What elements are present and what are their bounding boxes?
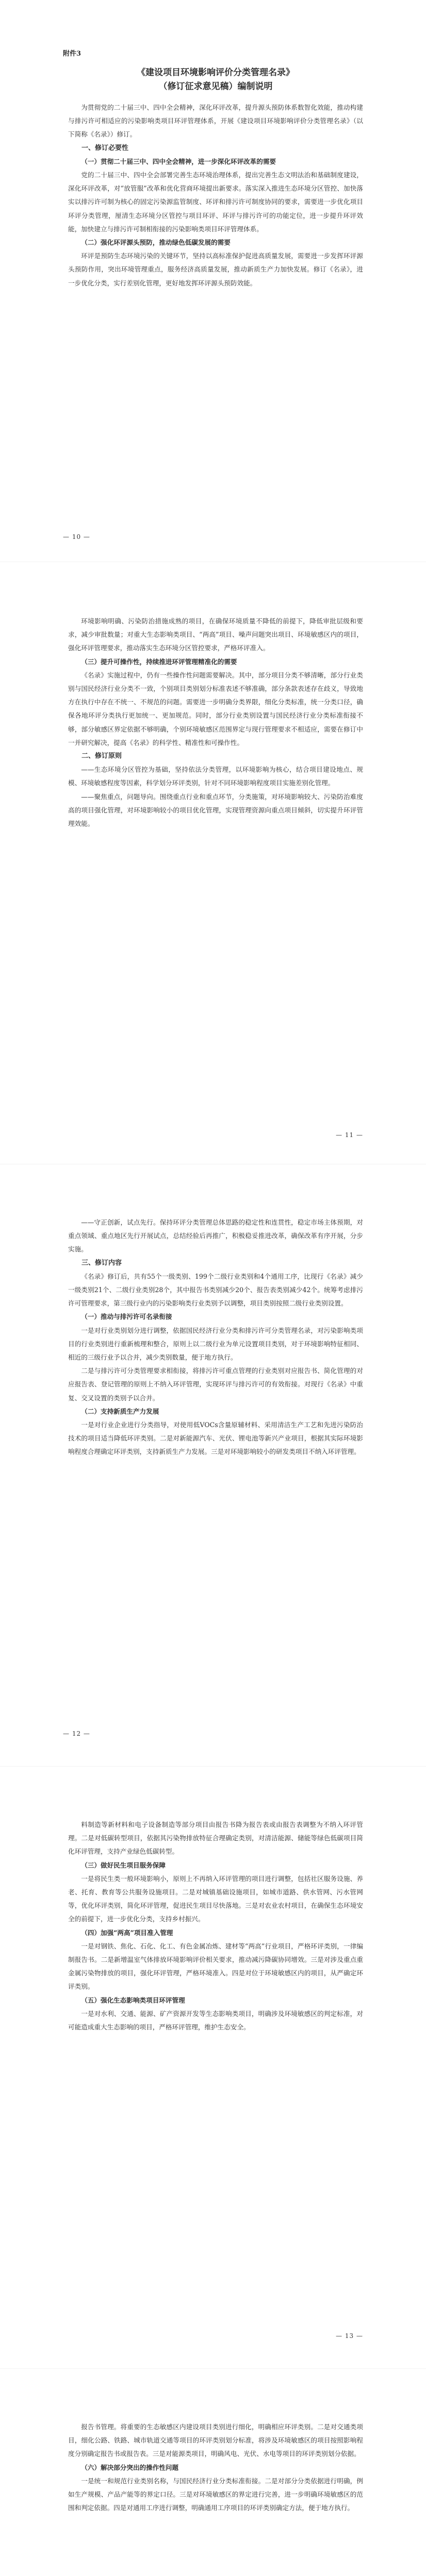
section-2-principle-3: ——守正创新，试点先行。保持环评分类管理总体思路的稳定性和连贯性，稳定市场主体预期，对重点领域、重点地区先行开展试点，总结经验后再推广，积极稳妥推进改革，确保改革有序开展，分步实施。	[68, 1218, 363, 1253]
document-page-3	[0, 1164, 426, 1766]
section-1-1-body: 党的二十届三中、四中全会部署完善生态环境治理体系，提出完善生态文明法治和基础制度建设，深化环评改革，对“放管服”改革和优化营商环境提出新要求。落实深入推进生态环境分区管控、加快落实以排污许可制为核心的固定污染源监管制度、环评和排污许可制度协同的要求，需要进一步优化项目环评分类管理，厘清生态环境分区管控与项目环评、环评与排污许可的功能定位，进一步提升环评效能，加快建立与排污许可制相衔接的污染影响类项目环评管理体系。	[68, 171, 363, 233]
section-3-1-body-1: 一是对行业类别划分进行调整，依据国民经济行业分类和排污许可分类管理名录，对污染影响类项目的行业类别进行重新梳理和整合，原则上以二级行业为单元设置项目类别，对于环境影响特征相同、相近的三级行业予以合并，减少类别数量，便于地方执行。	[68, 1326, 363, 1362]
intro-paragraph: 为贯彻党的二十届三中、四中全会精神，深化环评改革，提升源头预防体系数智化效能，推动构建与排污许可相适应的污染影响类项目环评管理体系，开展《建设项目环境影响评价分类管理名录》（以下简称《名录》）修订。	[68, 104, 363, 139]
section-1-2-body: 环评是预防生态环境污染的关键环节，坚持以高标准保护促进高质量发展，需要进一步发挥环评源头预防作用，突出环境管理重点，服务经济高质量发展，推动新质生产力加快发展。修订《名录》，进一步优化分类，实行差别化管理，更好地发挥环评源头预防效能。	[68, 252, 363, 287]
section-3-5-heading: （五）强化生态影响类项目环评管理	[81, 1996, 185, 2004]
section-1-heading: 一、修订必要性	[81, 144, 129, 152]
section-3-1-heading: （一）推动与排污许可名录衔接	[81, 1313, 172, 1321]
section-3-1-body-2: 二是与排污许可分类管理要求相衔接，将排污许可重点管理的行业类别对应报告书、简化管理的对应报告表、登记管理的原则上不纳入环评管理，实现环评与排污许可的有效衔接。对现行《名录》中重复、交叉设置的类别予以合并。	[68, 1367, 363, 1402]
section-3-3-heading: （三）做好民生项目服务保障	[81, 1861, 166, 1869]
page-number: — 13 —	[336, 2332, 363, 2340]
section-3-4-heading: （四）加强“两高”项目准入管理	[81, 1928, 173, 1937]
document-page-4	[0, 1767, 426, 2368]
section-3-3-body: 一是将民生类一般环境影响小，原则上不再纳入环评管理的项目进行调整，包括社区服务设施、养老、托育、教育等公共服务设施项目。二是对城镇基础设施项目，如城市道路、供水管网、污水管网等，优化环评类别，简化环评管理，促进民生项目尽快落地。三是对农业农村项目，在确保生态环境安全的前提下，进一步优化分类，支持乡村振兴。	[68, 1874, 363, 1923]
section-3-5-body: 一是对水利、交通、能源、矿产资源开发等生态影响类项目，明确涉及环境敏感区的判定标准，对可能造成重大生态影响的项目，严格环评管理，维护生态安全。	[68, 2009, 363, 2031]
section-3-heading: 三、修订内容	[81, 1259, 122, 1267]
page-number: — 12 —	[63, 1730, 90, 1737]
section-1-3-body: 《名录》实施过程中，仍有一些操作性问题需要解决。其中，部分项目分类不够清晰，部分行业类别与国民经济行业分类不一致，个别项目类别划分标准表述不够准确，部分条款表述存在歧义，导致地方在执行中存在不统一、不规范的问题。需要进一步明确分类界限，细化分类标准，统一分类口径，确保各地环评分类执行更加统一、更加规范。同时，部分行业类别设置与国民经济行业分类标准衔接不够，部分敏感区界定依据不够明确，个别环境敏感区范围界定与现行管理要求不相适应，需要在修订中一并研究解决，提高《名录》的科学性、精准性和可操作性。	[68, 671, 363, 747]
section-2-principle-2: ——聚焦重点，问题导向。围绕重点行业和重点环节，分类施策，对环境影响较大、污染防治难度高的项目强化管理，对环境影响较小的项目优化管理，实现管理资源向重点项目倾斜，切实提升环评管理效能。	[68, 792, 363, 828]
page-number: — 11 —	[336, 1131, 363, 1139]
section-3-4-body: 一是对钢铁、焦化、石化、化工、有色金属冶炼、建材等“两高”行业项目，严格环评类别，一律编制报告书。二是新增温室气体排放环境影响评价相关要求，推动减污降碳协同增效。三是对涉及重点重金属污染物排放的项目，强化环评管理，严格环境准入。四是对位于环境敏感区内的项目，从严确定环评类别。	[68, 1942, 363, 1991]
document-page-1	[0, 0, 426, 562]
section-1-continuation: 环境影响明确、污染防治措施成熟的项目，在确保环境质量不降低的前提下，降低审批层级和要求，减少审批数量；对重大生态影响类项目、“两高”项目、噪声问题突出项目、环境敏感区内的项目，强化环评管理要求，推动落实生态环境分区管控要求，严格环评准入。	[68, 617, 363, 652]
annex-label: 附件3	[63, 50, 81, 58]
document-title-line-1: 《建设项目环境影响评价分类管理名录》	[137, 67, 294, 78]
section-3-6-body: 一是统一和规范行业类别名称，与国民经济行业分类标准衔接。二是对部分分类依据进行明确，例如生产规模、产品产能等的界定口径。三是对环境敏感区的界定进行完善，进一步明确环境敏感区的范围和判定依据。四是对通用工序进行调整，明确通用工序项目的环评类别确定方法，便于地方执行。	[68, 2477, 363, 2512]
section-3-6-heading: （六）解决部分突出的操作性问题	[81, 2463, 179, 2471]
section-3-2-body: 一是对行业企业进行分类指导，对使用低VOCs含量原辅材料、采用清洁生产工艺和先进污染防治技术的项目适当降低环评类别。二是对新能源汽车、光伏、锂电池等新兴产业项目，根据其实际环境影响程度合理确定环评类别，支持新质生产力发展。三是对环境影响较小的研发类项目不纳入环评管理。	[68, 1421, 363, 1456]
document-page-5	[0, 2369, 426, 2576]
section-1-2-heading: （二）强化环评源头预防，推动绿色低碳发展的需要	[81, 239, 231, 247]
section-3-5-continuation: 报告书管理。将重要的生态敏感区内建设项目类别进行细化，明确相应环评类别。二是对交通类项目，细化公路、铁路、城市轨道交通等项目的环评类别划分标准，将涉及环境敏感区的项目按照影响程度分别确定报告书或报告表。三是对能源类项目，明确风电、光伏、水电等项目的环评类别划分依据。	[68, 2423, 363, 2458]
section-3-overview: 《名录》修订后，共有55个一级类别、199个二级行业类别和4个通用工序，比现行《名录》减少一级类别21个、二级行业类别28个，其中报告书类别减少20个、报告表类别减少42个。统筹考虑排污许可管理要求，第三级行业内的污染影响类行业类别予以调整，项目类别按照二级行业类别设置。	[68, 1272, 363, 1308]
section-1-3-heading: （三）提升可操作性，持续推进环评管理精准化的需要	[81, 657, 237, 666]
document-title-line-2: （修订征求意见稿）编制说明	[158, 81, 273, 92]
section-3-2-heading: （二）支持新质生产力发展	[81, 1407, 159, 1415]
document-page-2	[0, 562, 426, 1164]
section-2-principle-1: ——生态环境分区管控为基础，坚持依法分类管理，以环境影响为核心，结合项目建设地点、规模、环境敏感程度等因素，科学划分环评类别，针对不同环境影响程度项目实施差别化管理。	[68, 766, 363, 787]
section-3-2-continuation: 料制造等新材料和电子设备制造等部分项目由报告书降为报告表或由报告表调整为不纳入环评管理。二是对低碳转型项目，依据其污染物排放特征合理确定类别，对清洁能源、储能等绿色低碳项目简化环评管理，支持产业绿色低碳转型。	[68, 1821, 363, 1856]
section-2-heading: 二、修订原则	[81, 752, 122, 760]
page-number: — 10 —	[63, 533, 90, 540]
section-1-1-heading: （一）贯彻二十届三中、四中全会精神，进一步深化环评改革的需要	[81, 157, 276, 165]
